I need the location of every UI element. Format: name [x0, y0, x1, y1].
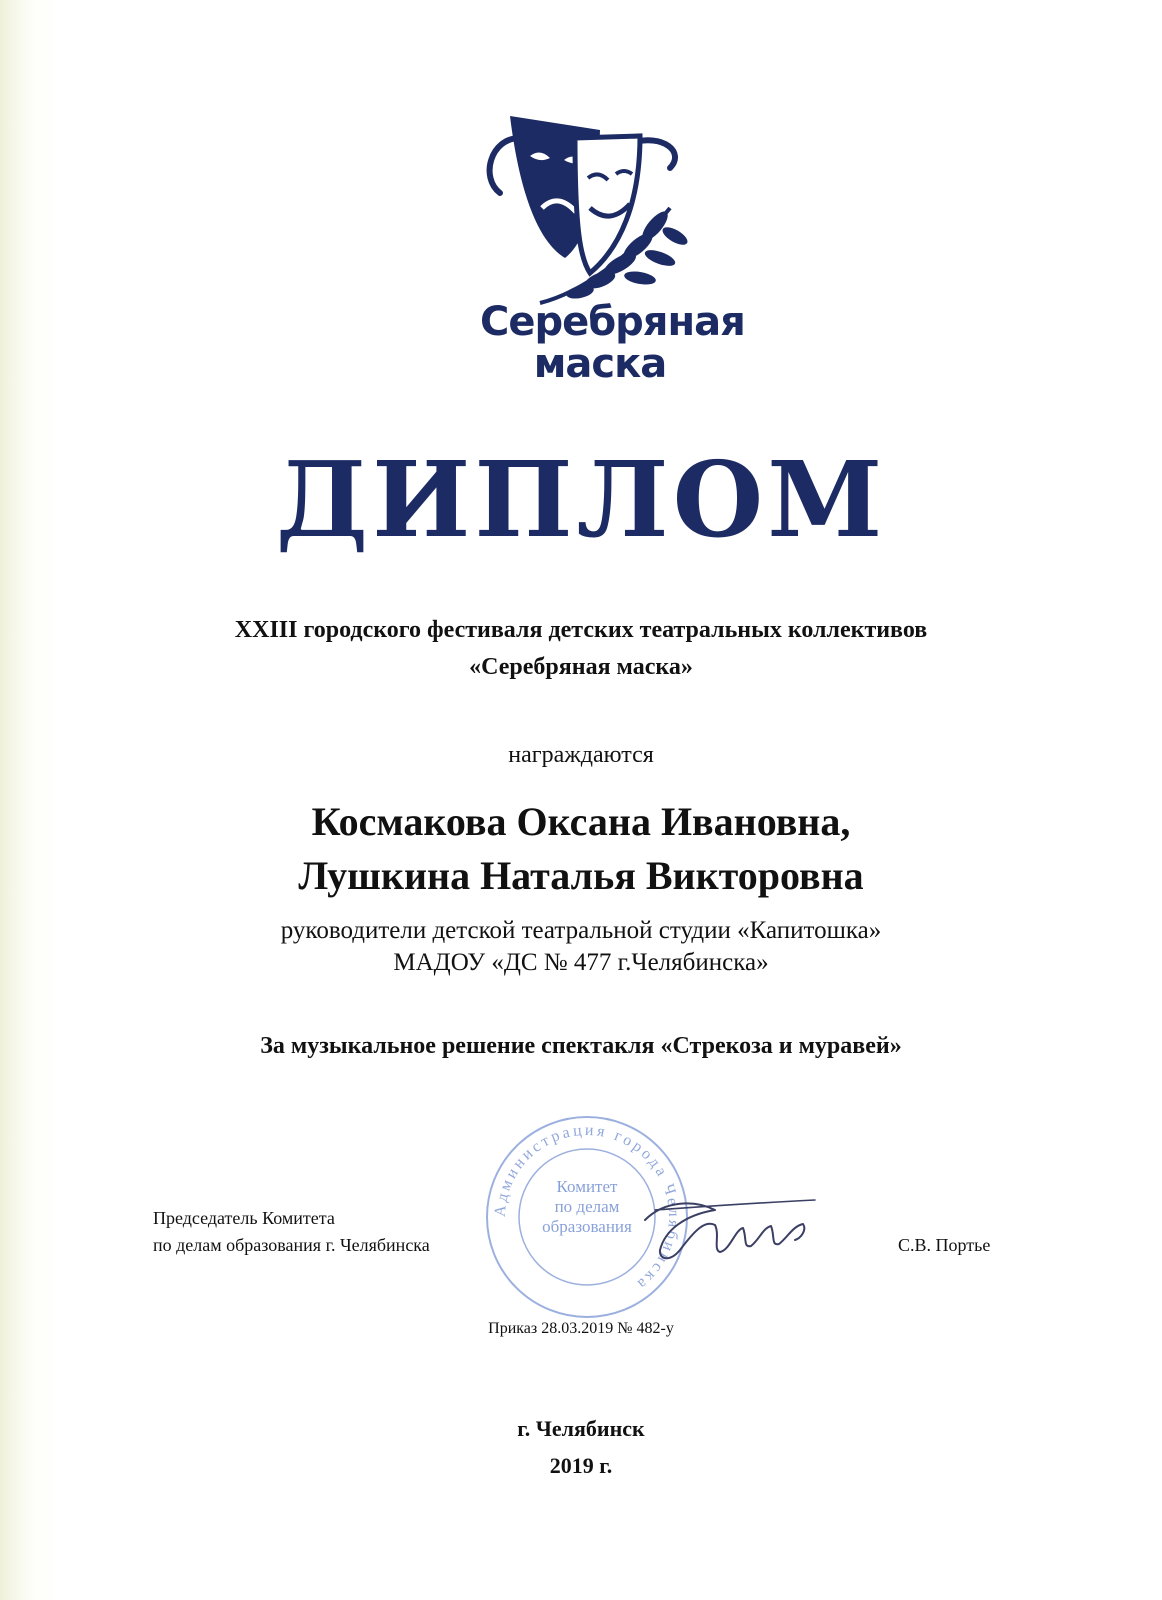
- signer-name: С.В. Портье: [898, 1235, 991, 1255]
- awarded-text: награждаются: [508, 742, 654, 768]
- stamp-center-line-3: образования: [542, 1217, 632, 1236]
- role-line-2: МАДОУ «ДС № 477 г.Челябинска»: [393, 949, 769, 976]
- diploma-title: ДИПЛОМ: [275, 438, 887, 561]
- footer: [0, 1410, 1162, 1484]
- award-reason: За музыкальное решение спектакля «Стрекоза и муравей»: [260, 1033, 902, 1059]
- logo-wordmark: [480, 299, 745, 387]
- signer-title-line-1: Председатель Комитета: [153, 1208, 335, 1228]
- festival-line-2: «Серебряная маска»: [469, 654, 693, 680]
- logo-line-2: маска: [533, 341, 667, 387]
- festival-line-1: XXIII городского фестиваля детских театральных коллективов: [234, 617, 928, 643]
- recipient-name: Космакова Оксана Ивановна,: [311, 799, 851, 844]
- stamp-center-line-2: по делам: [554, 1197, 620, 1216]
- handwritten-signature: [625, 1190, 825, 1280]
- recipients-role: [0, 915, 1162, 979]
- logo-line-1: Серебряная: [480, 299, 745, 345]
- stamp-ring-text: Администрация города Челябинска: [491, 1121, 683, 1295]
- stamp-center-line-1: Комитет: [556, 1177, 618, 1196]
- footer-city: г. Челябинск: [517, 1416, 645, 1441]
- order-reference: Приказ 28.03.2019 № 482-у: [488, 1320, 674, 1337]
- signer-title: [153, 1205, 430, 1259]
- footer-year: 2019 г.: [549, 1453, 613, 1478]
- role-line-1: руководители детской театральной студии «Капитошка»: [280, 917, 882, 944]
- festival-heading: [0, 612, 1162, 686]
- recipient-name: Лушкина Наталья Викторовна: [298, 853, 864, 898]
- signer-title-line-2: по делам образования г. Челябинска: [153, 1235, 430, 1255]
- recipients: [0, 795, 1162, 903]
